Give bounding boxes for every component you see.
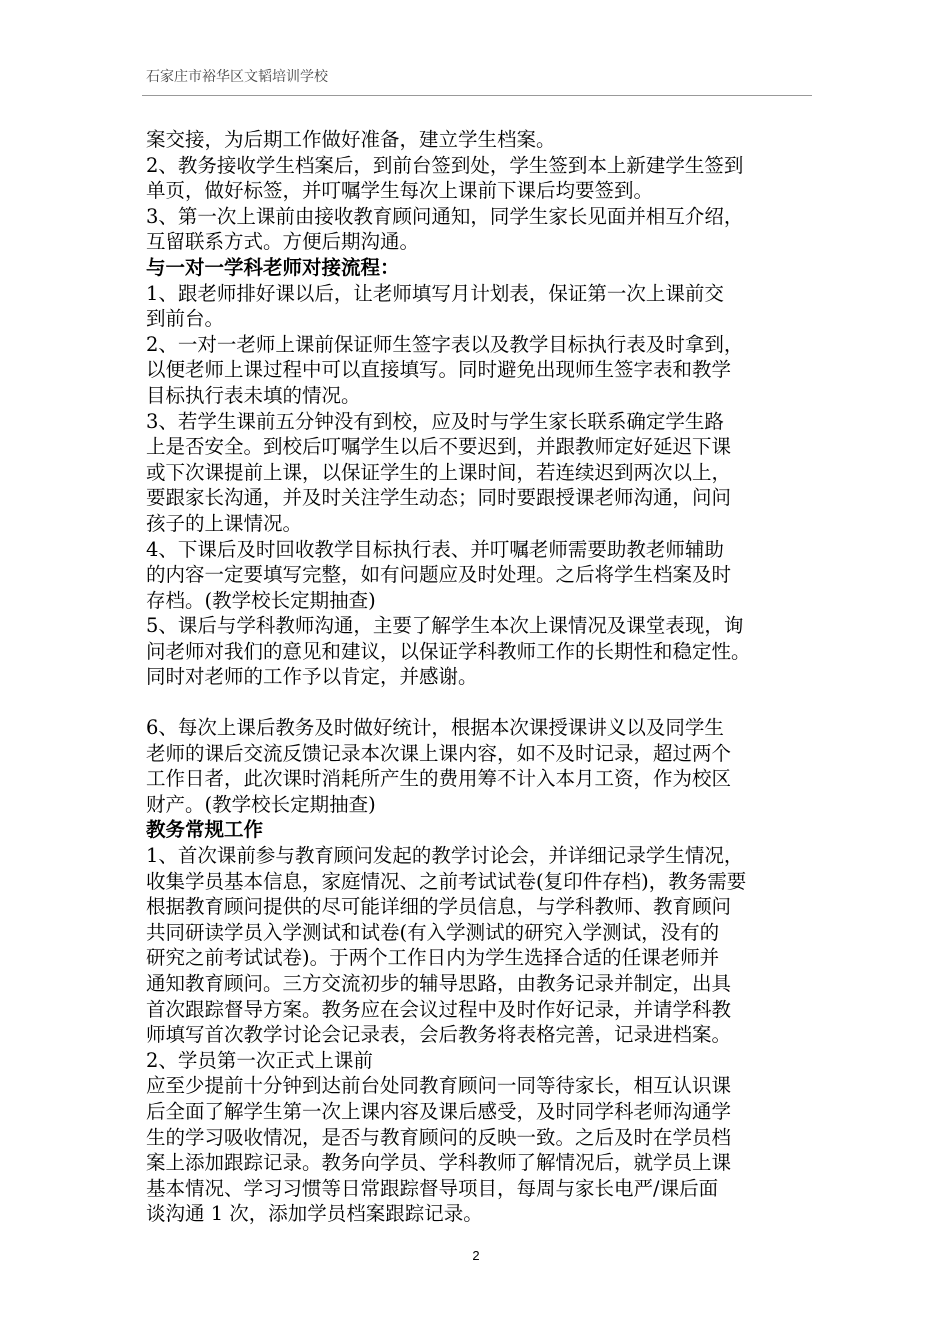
body-line: 互留联系方式。方便后期沟通。 <box>146 230 420 254</box>
body-line: 师填写首次教学讨论会记录表，会后教务将表格完善，记录进档案。 <box>146 1023 732 1047</box>
document-body <box>146 127 812 1227</box>
body-line: 共同研读学员入学测试和试卷(有入学测试的研究入学测试，没有的 <box>146 920 720 944</box>
body-line: 案上添加跟踪记录。教务向学员、学科教师了解情况后，就学员上课 <box>146 1151 732 1175</box>
body-line: 财产。(教学校长定期抽查) <box>146 792 376 816</box>
body-line: 4、下课后及时回收教学目标执行表、并叮嘱老师需要助教老师辅助 <box>146 537 724 561</box>
body-line: 同时对老师的工作予以肯定，并感谢。 <box>146 665 478 689</box>
body-line: 3、第一次上课前由接收教育顾问通知，同学生家长见面并相互介绍， <box>146 204 744 228</box>
body-line: 5、课后与学科教师沟通，主要了解学生本次上课情况及课堂表现，询 <box>146 614 744 638</box>
body-line: 6、每次上课后教务及时做好统计，根据本次课授课讲义以及同学生 <box>146 716 724 740</box>
body-line: 上是否安全。到校后叮嘱学生以后不要迟到，并跟教师定好延迟下课 <box>146 435 732 459</box>
body-line: 的内容一定要填写完整，如有问题应及时处理。之后将学生档案及时 <box>146 563 732 587</box>
page-number: 2 <box>472 1248 480 1263</box>
body-line: 首次跟踪督导方案。教务应在会议过程中及时作好记录，并请学科教 <box>146 997 732 1021</box>
body-line: 后全面了解学生第一次上课内容及课后感受，及时同学科老师沟通学 <box>146 1099 732 1123</box>
body-line: 到前台。 <box>146 307 225 331</box>
body-line: 孩子的上课情况。 <box>146 511 303 535</box>
body-line: 收集学员基本信息，家庭情况、之前考试试卷(复印件存档)，教务需要 <box>146 869 747 893</box>
body-line: 基本情况、学习习惯等日常跟踪督导项目，每周与家长电严/课后面 <box>146 1176 719 1200</box>
header-school-name: 石家庄市裕华区文韬培训学校 <box>146 69 328 85</box>
body-line: 问老师对我们的意见和建议，以保证学科教师工作的长期性和稳定性。 <box>146 639 751 663</box>
body-line: 案交接，为后期工作做好准备，建立学生档案。 <box>146 128 556 151</box>
header-divider <box>142 95 812 96</box>
body-line: 研究之前考试试卷)。于两个工作日内为学生选择合适的任课老师并 <box>146 946 720 970</box>
body-line: 2、学员第一次正式上课前 <box>146 1048 373 1072</box>
section-heading: 教务常规工作 <box>146 818 264 842</box>
body-line: 要跟家长沟通，并及时关注学生动态；同时要跟授课老师沟通，问问 <box>146 486 732 510</box>
body-line: 老师的课后交流反馈记录本次课上课内容，如不及时记录，超过两个 <box>146 741 732 765</box>
body-line: 1、首次课前参与教育顾问发起的教学讨论会，并详细记录学生情况， <box>146 844 744 868</box>
body-line: 1、跟老师排好课以后，让老师填写月计划表，保证第一次上课前交 <box>146 281 724 305</box>
body-line: 2、教务接收学生档案后，到前台签到处，学生签到本上新建学生签到 <box>146 153 744 177</box>
body-line: 工作日者，此次课时消耗所产生的费用筹不计入本月工资，作为校区 <box>146 767 732 791</box>
body-line: 谈沟通 1 次，添加学员档案跟踪记录。 <box>146 1202 483 1226</box>
body-line: 根据教育顾问提供的尽可能详细的学员信息，与学科教师、教育顾问 <box>146 895 732 919</box>
body-line: 目标执行表未填的情况。 <box>146 383 361 407</box>
body-line: 以便老师上课过程中可以直接填写。同时避免出现师生签字表和教学 <box>146 358 732 382</box>
body-line: 应至少提前十分钟到达前台处同教育顾问一同等待家长，相互认识课 <box>146 1074 732 1098</box>
body-line <box>146 690 812 715</box>
body-line: 3、若学生课前五分钟没有到校，应及时与学生家长联系确定学生路 <box>146 409 724 433</box>
body-line: 通知教育顾问。三方交流初步的辅导思路，由教务记录并制定，出具 <box>146 972 732 995</box>
section-heading: 与一对一学科老师对接流程： <box>146 255 400 279</box>
body-line: 生的学习吸收情况，是否与教育顾问的反映一致。之后及时在学员档 <box>146 1125 732 1149</box>
body-line: 单页，做好标签，并叮嘱学生每次上课前下课后均要签到。 <box>146 179 654 203</box>
body-line: 2、一对一老师上课前保证师生签字表以及教学目标执行表及时拿到， <box>146 332 744 356</box>
body-line: 存档。(教学校长定期抽查) <box>146 588 376 612</box>
body-line: 或下次课提前上课，以保证学生的上课时间，若连续迟到两次以上， <box>146 460 732 484</box>
